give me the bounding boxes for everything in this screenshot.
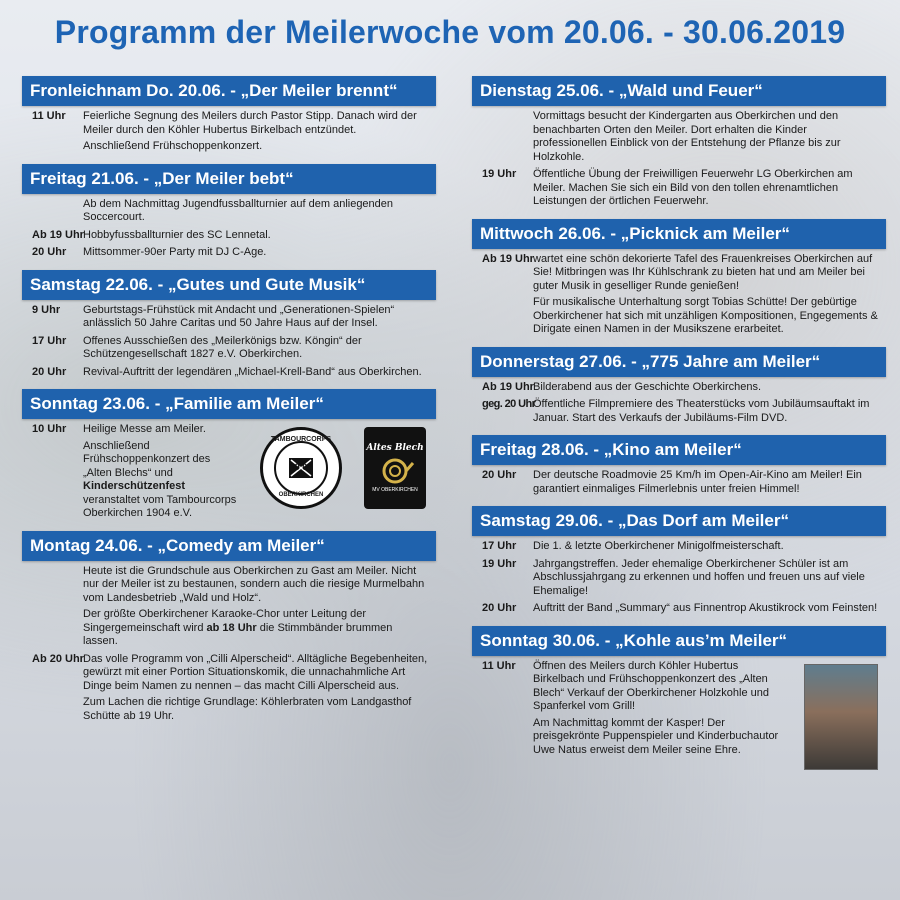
- event-time: 17 Uhr: [482, 540, 517, 552]
- section-mittwoch-26: [472, 219, 886, 337]
- event-row: [22, 304, 436, 331]
- event-description: [83, 565, 436, 649]
- event-description: [533, 253, 886, 337]
- event-text: Öffnen des Meilers durch Köhler Hubertus Birkelbach und Frühschoppenkonzert des „Alten Blech“ Verkauf der Oberkirchener Holzkohle und Spanferkel vom Grill!: [533, 659, 770, 712]
- event-text-part: die Stimmbänder brummen lassen.: [83, 621, 393, 647]
- event-row: [22, 229, 436, 243]
- event-text: Mittsommer-90er Party mit DJ C-Age.: [83, 246, 267, 258]
- section-sonntag-23: [22, 389, 436, 521]
- section-header: Donnerstag 27.06. - „775 Jahre am Meiler“: [472, 347, 886, 377]
- event-row: [472, 602, 886, 616]
- event-row: [472, 168, 886, 209]
- event-text: Ab dem Nachmittag Jugendfussballturnier auf dem anliegenden Soccercourt.: [83, 197, 394, 223]
- event-time: [472, 110, 533, 164]
- event-text: Anschließend Frühschoppenkonzert.: [83, 140, 263, 152]
- event-row: [472, 540, 886, 554]
- section-freitag-21: [22, 164, 436, 260]
- event-time: geg. 20 Uhr: [482, 398, 536, 410]
- section-dienstag-25: [472, 76, 886, 209]
- event-time: 20 Uhr: [32, 246, 67, 258]
- event-text: [83, 608, 430, 649]
- tambourcorps-logo: [260, 427, 342, 509]
- event-row: [472, 110, 886, 164]
- section-montag-24: [22, 531, 436, 724]
- event-text: Revival-Auftritt der legendären „Michael-Krell-Band“ aus Oberkirchen.: [83, 365, 422, 378]
- altes-blech-logo: [364, 427, 426, 509]
- event-text: Der deutsche Roadmovie 25 Km/h im Open-Air-Kino am Meiler! Ein garantiert einmaliges Filmerlebnis unter freien Himmel!: [533, 469, 862, 495]
- event-time: 19 Uhr: [482, 168, 517, 180]
- puppet-theater-photo: [804, 664, 878, 770]
- event-time: 17 Uhr: [32, 334, 67, 347]
- event-text: Offenes Ausschießen des „Meilerkönigs bzw. Köngin“ der Schützengesellschaft 1827 e.V. Oberkirchen.: [83, 334, 362, 360]
- event-text-part: veranstaltet vom Tambourcorps Oberkirchen 1904 e.V.: [83, 493, 237, 519]
- section-header: Freitag 21.06. - „Der Meiler bebt“: [22, 164, 436, 194]
- event-text: [83, 440, 241, 521]
- section-header: Montag 24.06. - „Comedy am Meiler“: [22, 531, 436, 561]
- logo-mid-text: 19 04: [289, 462, 313, 472]
- event-text: Für musikalische Unterhaltung sorgt Tobias Schütte! Der gebürtige Oberkirchener hat sich mit unzähligen Kompositionen, Engegements & Dirigate einen Namen in der Musikszene erarbeitet.: [533, 296, 878, 335]
- section-header: Mittwoch 26.06. - „Picknick am Meiler“: [472, 219, 886, 249]
- section-freitag-28: [472, 435, 886, 496]
- right-column: [472, 76, 886, 767]
- event-text: Heilige Messe am Meiler.: [83, 423, 206, 435]
- event-description: [83, 653, 436, 724]
- event-text-part: Der größte Oberkirchener Karaoke-Chor unter Leitung der Singergemeinschaft wird: [83, 608, 367, 634]
- event-time: 11 Uhr: [482, 659, 516, 672]
- event-row: [472, 469, 886, 496]
- event-time: 19 Uhr: [482, 557, 517, 570]
- event-row: [472, 398, 886, 425]
- horn-icon: [375, 453, 415, 487]
- event-text: Feierliche Segnung des Meilers durch Pastor Stipp. Danach wird der Meiler durch den Köhler Hubertus Birkelbach entzündet.: [83, 110, 417, 136]
- event-time: 9 Uhr: [32, 303, 61, 316]
- event-text: Heute ist die Grundschule aus Oberkirchen zu Gast am Meiler. Nicht nur der Meiler ist zu bestaunen, sondern auch die riesige Murmelbahn vom Landesbetrieb „Wald und Holz“.: [83, 564, 425, 604]
- logo-subtitle-text: MV OBERKIRCHEN: [372, 487, 418, 493]
- event-time: [22, 198, 83, 225]
- event-row: [22, 110, 436, 154]
- section-header: Freitag 28.06. - „Kino am Meiler“: [472, 435, 886, 465]
- event-time: Ab 19 Uhr: [482, 252, 534, 265]
- event-text-bold: ab 18 Uhr: [206, 621, 257, 634]
- event-description: [533, 660, 789, 758]
- logo-title-text: Altes Blech: [366, 443, 424, 453]
- logo-bottom-text: OBERKIRCHEN: [278, 492, 324, 498]
- event-row: [22, 246, 436, 260]
- section-donnerstag-27: [472, 347, 886, 426]
- event-text-part: Anschließend Frühschoppenkonzert des „Alten Blechs“ und: [83, 439, 211, 479]
- event-row: [22, 335, 436, 362]
- event-row: [22, 366, 436, 380]
- event-time: [22, 565, 83, 649]
- section-fronleichnam: [22, 76, 436, 154]
- event-time: 11 Uhr: [32, 110, 66, 122]
- event-text: Die 1. & letzte Oberkirchener Minigolfmeisterschaft.: [533, 540, 784, 552]
- section-samstag-22: [22, 270, 436, 380]
- event-row: [472, 253, 886, 337]
- event-text: Auftritt der Band „Summary“ aus Finnentrop Akustikrock vom Feinsten!: [533, 602, 878, 614]
- event-text: Hobbyfussballturnier des SC Lennetal.: [83, 228, 271, 241]
- section-header: Sonntag 23.06. - „Familie am Meiler“: [22, 389, 436, 419]
- event-text: Bilderabend aus der Geschichte Oberkirchens.: [533, 380, 762, 393]
- section-header: Dienstag 25.06. - „Wald und Feuer“: [472, 76, 886, 106]
- event-text: Öffentliche Filmpremiere des Theaterstücks vom Jubiläumsauftakt im Januar. Start des Verkaufs der Jubiläums-Film DVD.: [533, 398, 870, 424]
- event-description: [83, 423, 247, 521]
- page-title: Programm der Meilerwoche vom 20.06. - 30.06.2019: [54, 14, 846, 50]
- event-description: [83, 110, 436, 154]
- logo-top-text: TAMBOURCORPS: [270, 436, 332, 443]
- event-text: Das volle Programm von „Cilli Alperscheid“. Alltägliche Begebenheiten, gewürzt mit einer Portion Situationskomik, die unnachahmliche Art Dinge beim Namen zu nennen – das macht Cilli Alperscheid aus.: [83, 652, 428, 692]
- event-text: Jahrgangstreffen. Jeder ehemalige Oberkirchener Schüler ist am Abschlussjahrgang zu erkennen und hoffen und freuen uns auf viele Ehemalige!: [533, 557, 865, 597]
- event-text: Geburtstags-Frühstück mit Andacht und „Generationen-Spielen“ anlässlich 50 Jahre Caritas und 50 Jahre Haus auf der Insel.: [83, 303, 395, 329]
- event-time: 20 Uhr: [482, 469, 517, 481]
- event-time: Ab 20 Uhr: [32, 652, 84, 665]
- section-header: Sonntag 30.06. - „Kohle aus’m Meiler“: [472, 626, 886, 656]
- event-time: 20 Uhr: [32, 365, 67, 378]
- event-time: 10 Uhr: [32, 423, 67, 435]
- event-row: [472, 558, 886, 599]
- event-row: [22, 565, 436, 649]
- event-row: [22, 653, 436, 724]
- event-row: [472, 381, 886, 395]
- section-header: Fronleichnam Do. 20.06. - „Der Meiler brennt“: [22, 76, 436, 106]
- left-column: [22, 76, 436, 733]
- event-text: Vormittags besucht der Kindergarten aus Oberkirchen und den benachbarten Orten den Meiler. Dort erhalten die Kinder professionellen Einblick von der Entstehung der Pflanze bis zur Holzkohle.: [533, 110, 841, 163]
- event-time: Ab 19 Uhr: [482, 380, 534, 393]
- event-text-bold: Kinderschützenfest: [83, 480, 186, 492]
- event-text: Öffentliche Übung der Freiwilligen Feuerwehr LG Oberkirchen am Meiler. Machen Sie sich ein Bild von den tollen ehrenamtlichen Leistungen der örtlichen Feuerwehr.: [533, 168, 853, 207]
- event-time: Ab 19 Uhr: [32, 228, 84, 241]
- event-text: Am Nachmittag kommt der Kasper! Der preisgekrönte Puppenspieler und Kinderbuchautor Uwe Natus erweist dem Meiler seine Ehre.: [533, 716, 779, 756]
- section-header: Samstag 22.06. - „Gutes und Gute Musik“: [22, 270, 436, 300]
- section-header: Samstag 29.06. - „Das Dorf am Meiler“: [472, 506, 886, 536]
- event-text: wartet eine schön dekorierte Tafel des Frauenkreises Oberkirchen auf Sie! Mitbringen was Ihr Kühlschrank zu bieten hat und am Meiler bei guter Musik in geselliger Runde genießen!: [533, 252, 873, 292]
- section-samstag-29: [472, 506, 886, 616]
- event-time: 20 Uhr: [482, 602, 517, 614]
- event-row: [22, 198, 436, 225]
- event-text: Zum Lachen die richtige Grundlage: Köhlerbraten vom Landgasthof Schütte ab 19 Uhr.: [83, 696, 412, 722]
- section-sonntag-30: [472, 626, 886, 758]
